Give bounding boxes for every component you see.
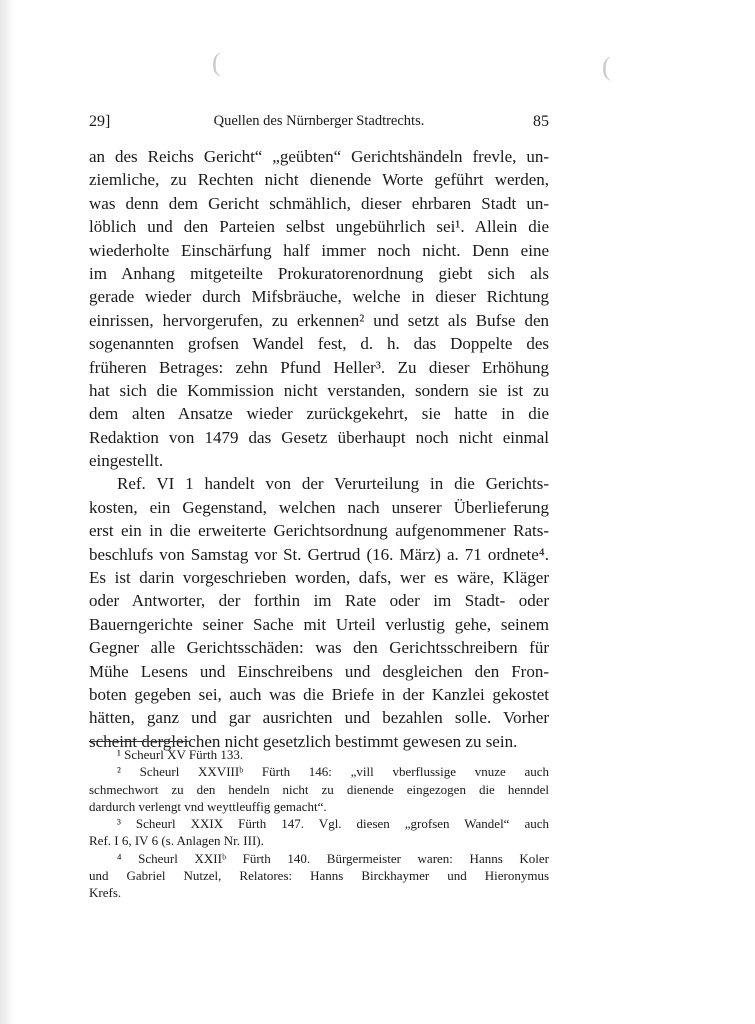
body-line: an des Reichs Gericht“ „geübten“ Gerichtshändeln frevle, un- bbox=[89, 147, 549, 166]
page-edge-shadow bbox=[0, 0, 14, 1024]
footnote-line: ¹ Scheurl XV Fürth 133. bbox=[117, 747, 244, 762]
footnote-rule bbox=[89, 741, 189, 742]
body-line: Bauerngerichte seiner Sache mit Urteil verlustig gehe, seinem bbox=[89, 614, 549, 634]
body-line: Ref. VI 1 handelt von der Verurteilung in die Gerichts- bbox=[117, 474, 549, 494]
punch-hole-left: ( bbox=[212, 48, 221, 77]
body-line: hätten, ganz und gar ausrichten und bezahlen solle. Vorher bbox=[89, 708, 549, 728]
body-line: eingestellt. bbox=[89, 451, 164, 471]
body-line: scheint dergleichen nicht gesetzlich bestimmt gewesen zu sein. bbox=[89, 731, 518, 751]
body-line: löblich und den Parteien selbst ungebührlich sei¹. Allein die bbox=[89, 217, 549, 237]
body-line: was denn dem Gericht schmählich, dieser ehrbaren Stadt un- bbox=[89, 193, 549, 213]
body-line: Mühe Lesens und Einschreibens und desgleichen den Fron- bbox=[89, 661, 549, 681]
body-line: boten gegeben sei, auch was die Briefe in der Kanzlei gekostet bbox=[89, 684, 549, 704]
body-text bbox=[89, 145, 549, 753]
body-line: oder Antworter, der forthin im Rate oder im Stadt- oder bbox=[89, 591, 549, 611]
footnote-line: ³ Scheurl XXIX Fürth 147. Vgl. diesen „grofsen Wandel“ auch bbox=[117, 816, 549, 832]
footnotes bbox=[89, 746, 549, 902]
section-number: 29] bbox=[89, 113, 111, 130]
running-header bbox=[89, 113, 549, 135]
body-line: dem alten Ansatze wieder zurückgekehrt, sie hatte in die bbox=[89, 404, 549, 424]
body-line: ziemliche, zu Rechten nicht dienende Worte geführt werden, bbox=[89, 170, 549, 190]
body-line: erst ein in die erweiterte Gerichtsordnung aufgenommener Rats- bbox=[89, 521, 549, 541]
body-line: beschlufs von Samstag vor St. Gertrud (16. März) a. 71 ordnete⁴. bbox=[89, 544, 549, 564]
body-line: einrissen, hervorgerufen, zu erkennen² und setzt als Bufse den bbox=[89, 310, 549, 330]
body-line: gerade wieder durch Mifsbräuche, welche in dieser Richtung bbox=[89, 287, 549, 307]
footnote-line: ⁴ Scheurl XXIIᵇ Fürth 140. Bürgermeister waren: Hanns Koler bbox=[117, 850, 549, 866]
body-line: kosten, ein Gegenstand, welchen nach unserer Überlieferung bbox=[89, 497, 549, 517]
punch-hole-right: ( bbox=[602, 52, 611, 81]
footnote-line: schmechwort zu den hendeln nicht zu dienende eingezogen die henndel bbox=[89, 781, 549, 797]
body-line: Redaktion von 1479 das Gesetz überhaupt noch nicht einmal bbox=[89, 427, 549, 447]
body-line: Gegner alle Gerichtsschäden: was den Gerichtsschreibern für bbox=[89, 638, 549, 658]
footnote-line: ² Scheurl XXVIIIᵇ Fürth 146: „vill vberflussige vnuze auch bbox=[117, 764, 549, 780]
footnote-line: Krefs. bbox=[89, 885, 122, 901]
footnote-line: Ref. I 6, IV 6 (s. Anlagen Nr. III). bbox=[89, 833, 264, 849]
body-line: sogenannten grofsen Wandel fest, d. h. das Doppelte des bbox=[89, 334, 549, 354]
body-line: früheren Betrages: zehn Pfund Heller³. Zu dieser Erhöhung bbox=[89, 357, 549, 377]
page-number: 85 bbox=[533, 113, 549, 130]
body-line: im Anhang mitgeteilte Prokuratorenordnung giebt sich als bbox=[89, 263, 549, 283]
body-line: Es ist darin vorgeschrieben worden, dafs, wer es wäre, Kläger bbox=[89, 568, 549, 588]
footnote-line: dardurch verlengt vnd weyttleuffig gemacht“. bbox=[89, 798, 327, 814]
footnote-line: und Gabriel Nutzel, Relatores: Hanns Birckhaymer und Hieronymus bbox=[89, 868, 549, 884]
running-title: Quellen des Nürnberger Stadtrechts. bbox=[213, 113, 425, 129]
body-line: hat sich die Kommission nicht verstanden, sondern sie ist zu bbox=[89, 380, 549, 400]
body-line: wiederholte Einschärfung half immer noch nicht. Denn eine bbox=[89, 240, 549, 260]
